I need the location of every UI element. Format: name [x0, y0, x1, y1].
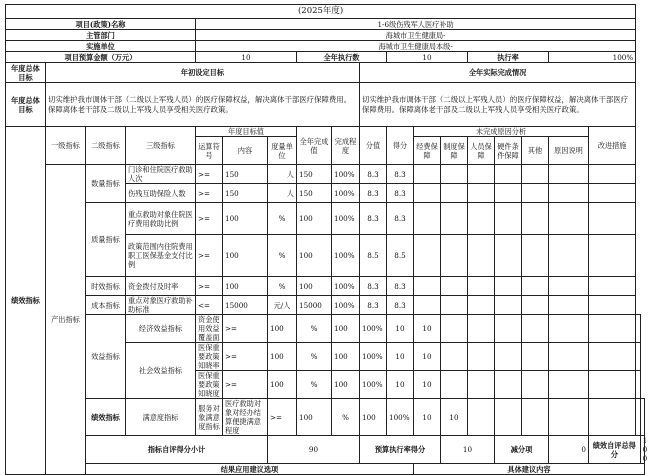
row-1-got: 8.3 — [387, 184, 414, 203]
year-title: (2025年度) — [6, 5, 636, 19]
reason-header: 原因说明 — [549, 137, 589, 165]
row-2-score: 8.3 — [360, 203, 387, 235]
level1-header: 一级指标 — [46, 127, 86, 165]
self-score-value: 90 — [268, 436, 360, 464]
apply-label: 结果应用建议选项 — [86, 464, 414, 475]
row-9-op: >= — [268, 399, 297, 436]
row-9-degree: 100% — [387, 399, 414, 436]
output-group: 产出指标 — [46, 165, 86, 475]
row-4-score: 8.3 — [360, 277, 387, 296]
row-6-score: 10 — [387, 315, 414, 343]
row-1-value: 150 — [297, 184, 332, 203]
row-4-content: 100 — [223, 277, 268, 296]
exec-rate-label: 执行率 — [468, 52, 549, 63]
row-2-value: 100 — [297, 203, 332, 235]
row-7-got: 10 — [414, 343, 441, 371]
level3-header: 三级指标 — [126, 127, 196, 165]
row-0-got: 8.3 — [387, 165, 414, 184]
row-6-degree: 100% — [360, 315, 387, 343]
row-4-unit: % — [268, 277, 297, 296]
satisfaction-group: 满意度指标 — [126, 399, 196, 436]
row-8-got: 10 — [414, 371, 441, 399]
exec-total-value: 10 — [387, 52, 468, 63]
row-5-score: 8.3 — [360, 296, 387, 315]
row-7-degree: 100% — [360, 343, 387, 371]
row-6-unit: % — [297, 315, 332, 343]
row-7-score: 10 — [387, 343, 414, 371]
annual-target-header: 年度目标值 — [196, 127, 297, 137]
initial-goal-header: 年初设定目标 — [46, 63, 360, 83]
row-2-degree: 100% — [332, 203, 360, 235]
row-3-got: 8.5 — [387, 235, 414, 277]
table-row — [6, 165, 645, 184]
row-6-content: 100 — [268, 315, 297, 343]
table-row — [6, 315, 645, 343]
time-group: 时效指标 — [86, 277, 126, 296]
goal-row-label-2: 年度总体目标 — [6, 83, 46, 127]
row-4-op: >= — [196, 277, 223, 296]
row-3-content: 100 — [223, 235, 268, 277]
row-3-score: 8.5 — [360, 235, 387, 277]
row-2-name: 重点救助对象住院医疗费用救助比例 — [126, 203, 196, 235]
row-5-degree: 100% — [332, 296, 360, 315]
performance-section-label: 绩效指标 — [6, 127, 46, 475]
row-9-value: 100 — [360, 399, 387, 436]
row-7-value: 100 — [332, 343, 360, 371]
row-2-unit: % — [268, 203, 297, 235]
budget-value: 10 — [196, 52, 297, 63]
unit-header: 度量单位 — [268, 137, 297, 165]
quality-group: 质量指标 — [86, 203, 126, 277]
budget-score-value: 10 — [441, 436, 495, 464]
row-0-op: >= — [196, 165, 223, 184]
row-3-degree: 100% — [332, 235, 360, 277]
degree-header: 完成程度 — [332, 127, 360, 165]
row-8-unit: % — [297, 371, 332, 399]
row-1-op: >= — [196, 184, 223, 203]
service-satisfaction-group: 服务对象满意度指标 — [196, 399, 223, 436]
row-7-content: 100 — [268, 343, 297, 371]
performance-evaluation-sheet — [5, 4, 648, 475]
row-5-op: <= — [196, 296, 223, 315]
unit-label: 实施单位 — [6, 41, 196, 52]
evaluation-table — [5, 4, 648, 475]
qty-group: 数量指标 — [86, 165, 126, 203]
row-7-name: 医保重要政策知晓率 — [196, 343, 223, 371]
row-6-value: 100 — [332, 315, 360, 343]
row-0-degree: 100% — [332, 165, 360, 184]
row-2-got: 8.3 — [387, 203, 414, 235]
table-row — [6, 277, 645, 296]
row-4-got: 8.3 — [387, 277, 414, 296]
row-8-value: 100 — [332, 371, 360, 399]
score-header: 分值 — [360, 127, 387, 165]
row-3-op: >= — [196, 235, 223, 277]
dept-label: 主管部门 — [6, 30, 196, 41]
deduct-label: 减分项 — [495, 436, 549, 464]
got-header: 得分 — [387, 127, 414, 165]
content-header: 内容 — [223, 137, 268, 165]
row-8-degree: 100% — [360, 371, 387, 399]
row-9-content: 100 — [297, 399, 332, 436]
dept-value: 海城市卫生健康局- — [196, 30, 636, 41]
row-1-score: 8.3 — [360, 184, 387, 203]
row-1-content: 150 — [223, 184, 268, 203]
row-5-name: 重点对象医疗救助补助标准 — [126, 296, 196, 315]
row-0-score: 8.3 — [360, 165, 387, 184]
row-1-degree: 100% — [332, 184, 360, 203]
unfinished-header: 未完成原因分析 — [414, 127, 589, 137]
budget-label: 项目预算金额（万元） — [6, 52, 196, 63]
social-benefit-group: 社会效益指标 — [126, 343, 196, 399]
exec-rate-value: 100% — [549, 52, 636, 63]
hardware-header: 硬件条件保障 — [495, 137, 522, 165]
measures-header: 改进措施 — [589, 127, 636, 165]
row-8-name: 医保重要政策知晓度 — [196, 371, 223, 399]
budget-score-label: 预算执行率得分 — [360, 436, 441, 464]
performance-section-label-2: 绩效指标 — [86, 399, 126, 436]
table-row — [6, 399, 645, 436]
row-6-got: 10 — [414, 315, 441, 343]
row-3-unit: % — [268, 235, 297, 277]
other-header: 其他 — [522, 137, 549, 165]
row-8-content: 100 — [268, 371, 297, 399]
annual-value-header: 全年完成值 — [297, 127, 332, 165]
row-0-value: 150 — [297, 165, 332, 184]
self-score-label: 指标自评得分小计 — [86, 436, 268, 464]
system-header: 制度保障 — [441, 137, 468, 165]
row-5-value: 15000 — [297, 296, 332, 315]
suggest-label: 具体建议内容 — [414, 464, 645, 475]
op-header: 运算符号 — [196, 137, 223, 165]
table-row — [6, 296, 645, 315]
project-name-label: 项目(政策)名称 — [6, 19, 196, 30]
econ-header: 经费保障 — [414, 137, 441, 165]
row-3-name: 政策范围内住院费用职工医保基金支付比例 — [126, 235, 196, 277]
row-2-content: 100 — [223, 203, 268, 235]
cost-group: 成本指标 — [86, 296, 126, 315]
econ-benefit-group: 经济效益指标 — [126, 315, 196, 343]
row-5-unit: 元/人 — [268, 296, 297, 315]
row-7-op: >= — [223, 343, 268, 371]
row-4-name: 资金拨付及时率 — [126, 277, 196, 296]
row-1-name: 伤残互助保险人数 — [126, 184, 196, 203]
row-4-value: 100 — [297, 277, 332, 296]
row-9-got: 10 — [441, 399, 468, 436]
row-9-score: 10 — [414, 399, 441, 436]
row-9-unit: % — [332, 399, 360, 436]
level2-header: 二级指标 — [86, 127, 126, 165]
actual-goal-text: 切实维护我市调体干部（二级以上军残人员）的医疗保障权益，解决离体干部医疗保障费用。保障离体老干部及二级以上军残人员享受相关医疗政策。 — [360, 83, 636, 127]
actual-goal-header: 全年实际完成情况 — [360, 63, 636, 83]
row-2-op: >= — [196, 203, 223, 235]
row-0-content: 150 — [223, 165, 268, 184]
row-9-name: 医疗救助对象对经办结算便捷满意程度 — [223, 399, 268, 436]
total-score-value: 100 — [640, 436, 644, 464]
exec-total-label: 全年执行数 — [297, 52, 387, 63]
row-5-got: 8.3 — [387, 296, 414, 315]
row-6-name: 资金使用效益覆盖面 — [196, 315, 223, 343]
row-3-value: 100 — [297, 235, 332, 277]
row-6-op: >= — [223, 315, 268, 343]
row-8-op: >= — [223, 371, 268, 399]
row-1-unit: 人 — [268, 184, 297, 203]
total-score-label: 绩效自评总得分 — [589, 436, 641, 464]
initial-goal-text: 切实维护我市调体干部（二级以上军残人员）的医疗保障权益，解决离体干部医疗保障费用。保障离体老干部及二级以上军残人员享受相关医疗政策。 — [46, 83, 360, 127]
row-0-unit: 人 — [268, 165, 297, 184]
row-0-name: 门诊和住院医疗救助人次 — [126, 165, 196, 184]
unit-value: 海城市卫生健康局本级- — [196, 41, 636, 52]
deduct-value: 0 — [549, 436, 589, 464]
benefit-group: 效益指标 — [86, 315, 126, 399]
row-5-content: 15000 — [223, 296, 268, 315]
staff-header: 人员保障 — [468, 137, 495, 165]
row-8-score: 10 — [387, 371, 414, 399]
goal-row-label: 年度总体目标 — [6, 63, 46, 83]
table-row — [6, 203, 645, 235]
project-name: 1-6级伤残军人医疗补助 — [196, 19, 636, 30]
row-7-unit: % — [297, 343, 332, 371]
row-4-degree: 100% — [332, 277, 360, 296]
